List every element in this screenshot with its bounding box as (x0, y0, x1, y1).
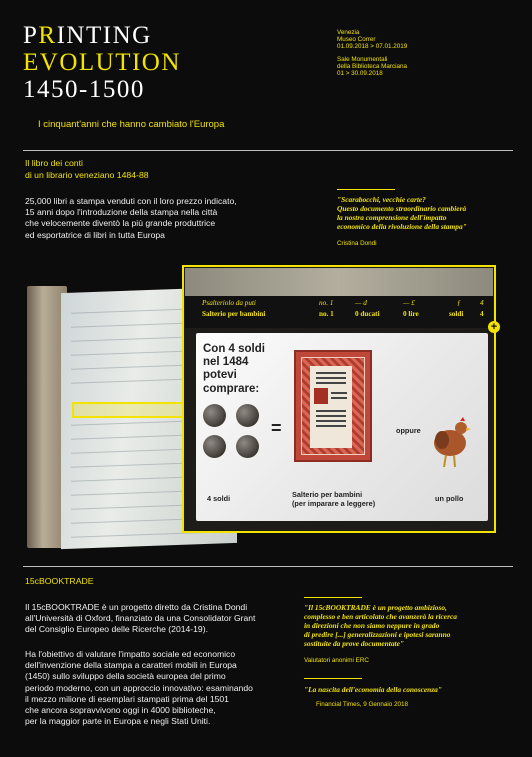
title-line-3: 1450-1500 (23, 76, 145, 103)
equals-sign: = (271, 418, 282, 438)
venue-venezia: Venezia Museo Correr 01.09.2018 > 07.01.2019 (337, 29, 408, 51)
coin-icon (236, 404, 259, 427)
exhibition-title (23, 22, 181, 103)
comparison-headline: Con 4 soldi nel 1484 potevi comprare: (203, 343, 265, 395)
coin-icon (236, 435, 259, 458)
venue-marciana: Sale Monumentali della Biblioteca Marciana 01 > 30.09.2018 (337, 56, 408, 78)
dondi-quote-source: Cristina Dondi (337, 240, 377, 247)
tagline: I cinquant'anni che hanno cambiato l'Europa (38, 119, 225, 130)
title-line-2: EVOLUTION (23, 49, 181, 76)
dondi-quote: "Scarabocchi, vecchie carte? Questo documento straordinario cambierà la nostra comprensione dell'impatto economico della rivoluzione della stampa" (337, 195, 467, 231)
quote-rule (304, 678, 362, 679)
hen-label: un pollo (435, 494, 464, 503)
divider (23, 566, 513, 567)
section2-para1: Il 15cBOOKTRADE è un progetto diretto da Cristina Dondi all'Università di Oxford, finanziato da una Consolidator Grant del Consiglio Europeo delle Ricerche (2014-19). (25, 602, 256, 635)
erc-quote-source: Valutatori anonimi ERC (304, 657, 369, 664)
coins-label: 4 soldi (207, 494, 231, 503)
ledger-entry-transcription: Psalteriolo da puti no. 1 — d — £ ƒ 4 Salterio per bambini no. 1 0 ducati 0 lire soldi 4 (185, 296, 493, 328)
divider (23, 150, 513, 151)
book-label: Salterio per bambini (per imparare a leggere) (292, 490, 376, 508)
coin-icon (203, 404, 226, 427)
section2-para2: Ha l'obiettivo di valutare l'impatto sociale ed economico dell'invenzione della stampa a caratteri mobili in Europa (1450) sullo sviluppo della società europea del primo periodo moderno, con un approccio innovativo: esaminando il mezzo milione di esemplari stampati prima del 1501 che ancora sopravvivono oggi in 4000 biblioteche, per la maggior parte in Europa e negli Stati Uniti. (25, 649, 253, 727)
section1-title: Il libro dei conti di un librario veneziano 1484-88 (25, 158, 149, 180)
section1-body: 25,000 libri a stampa venduti con il loro prezzo indicato, 15 anni dopo l'introduzione della stampa nella città che velocemente diventò la più grande produttrice ed esportatrice di libri in tutta Europa (25, 196, 237, 240)
psalter-book-image (294, 350, 372, 462)
ft-quote: "La nascita dell'economia della conoscenza" (304, 685, 442, 694)
plus-icon: + (488, 321, 500, 333)
quote-rule (337, 189, 395, 190)
ft-quote-source: Financial Times, 9 Gennaio 2018 (316, 701, 409, 708)
ledger-handwriting-crop (185, 268, 493, 296)
ledger-highlight (72, 402, 194, 418)
section2-title: 15cBOOKTRADE (25, 576, 94, 586)
hen-icon (428, 415, 472, 471)
quote-rule (304, 597, 362, 598)
or-label: oppure (396, 426, 421, 435)
title-line-1: PRINTING (23, 22, 152, 49)
coin-icon (203, 435, 226, 458)
erc-quote: "Il 15cBOOKTRADE è un progetto ambizioso, complesso e ben articolato che avanzerà la ricerca in direzioni che non siamo neppure in grado di predire [...] generalizzazioni e ipotesi saranno sostituite da prove documentate" (304, 603, 457, 648)
